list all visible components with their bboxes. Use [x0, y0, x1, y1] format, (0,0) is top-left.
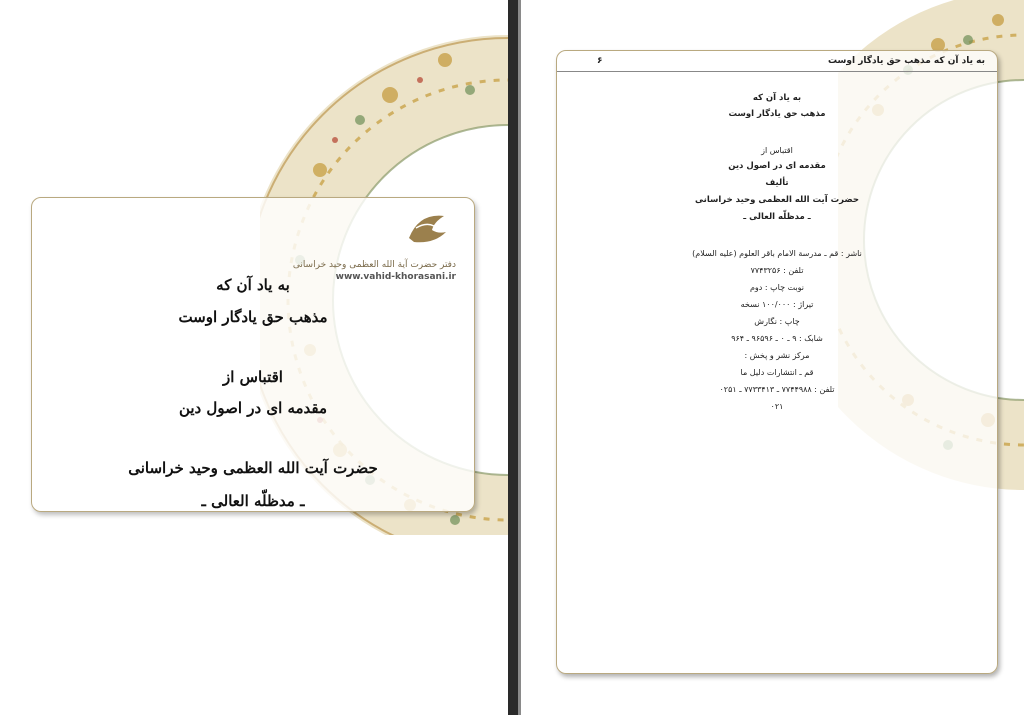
author-honorific: ـ مدظلّه العالی ـ — [201, 492, 305, 510]
book-title: مقدمه ای در اصول دین — [728, 161, 826, 171]
publisher: ناشر : قم ـ مدرسة الامام باقر العلوم (علیه السلام) — [692, 249, 862, 258]
print-run: تیراژ : ۱۰۰/۰۰۰ نسخه — [740, 300, 814, 309]
edition: نوبت چاپ : دوم — [749, 283, 805, 292]
logo-office-text: دفتر حضرت آیة الله العظمی وحید خراسانی — [292, 260, 456, 270]
spine — [508, 0, 518, 715]
header-title: به یاد آن که مذهب حق یادگار اوست — [828, 56, 985, 66]
area-code: ۰۲۱ — [770, 402, 784, 411]
dedication-line-1: به یاد آن که — [752, 93, 802, 103]
printer: چاپ : نگارش — [754, 317, 800, 326]
dedication-line-2: مذهب حق یادگار اوست — [728, 109, 826, 119]
excerpt-label: اقتباس از — [223, 368, 283, 386]
page-header — [557, 51, 997, 72]
distribution-label: مرکز نشر و پخش : — [744, 351, 810, 360]
spine-shadow — [518, 0, 521, 715]
isbn: شابک : ۹ ـ ۰ ـ ۹۶۵۹۶ ـ ۹۶۴ — [731, 334, 823, 343]
distributor-phone: تلفن : ۷۷۴۴۹۸۸ ـ ۷۷۳۳۴۱۳ ـ ۰۲۵۱ — [719, 385, 835, 394]
author-name: حضرت آیت الله العظمی وحید خراسانی — [128, 459, 378, 477]
book-title: مقدمه ای در اصول دین — [178, 399, 328, 417]
author-honorific: ـ مدظلّه العالی ـ — [743, 212, 811, 222]
publisher-phone: تلفن : ۷۷۴۳۲۵۶ — [750, 266, 804, 275]
logo-website-link[interactable]: www.vahid-khorasani.ir — [335, 272, 456, 282]
calligraphy-logo-icon — [404, 208, 450, 248]
authorship-label: تألیف — [765, 178, 789, 188]
right-page — [556, 50, 998, 674]
dedication-line-1: به یاد آن که — [216, 276, 290, 294]
left-card — [31, 197, 475, 512]
distributor: قم ـ انتشارات دلیل ما — [740, 368, 814, 377]
author-name: حضرت آیت الله العظمی وحید خراسانی — [695, 195, 859, 205]
excerpt-label: اقتباس از — [761, 146, 793, 155]
page-number: ۶ — [597, 56, 603, 66]
dedication-line-2: مذهب حق یادگار اوست — [178, 308, 328, 326]
